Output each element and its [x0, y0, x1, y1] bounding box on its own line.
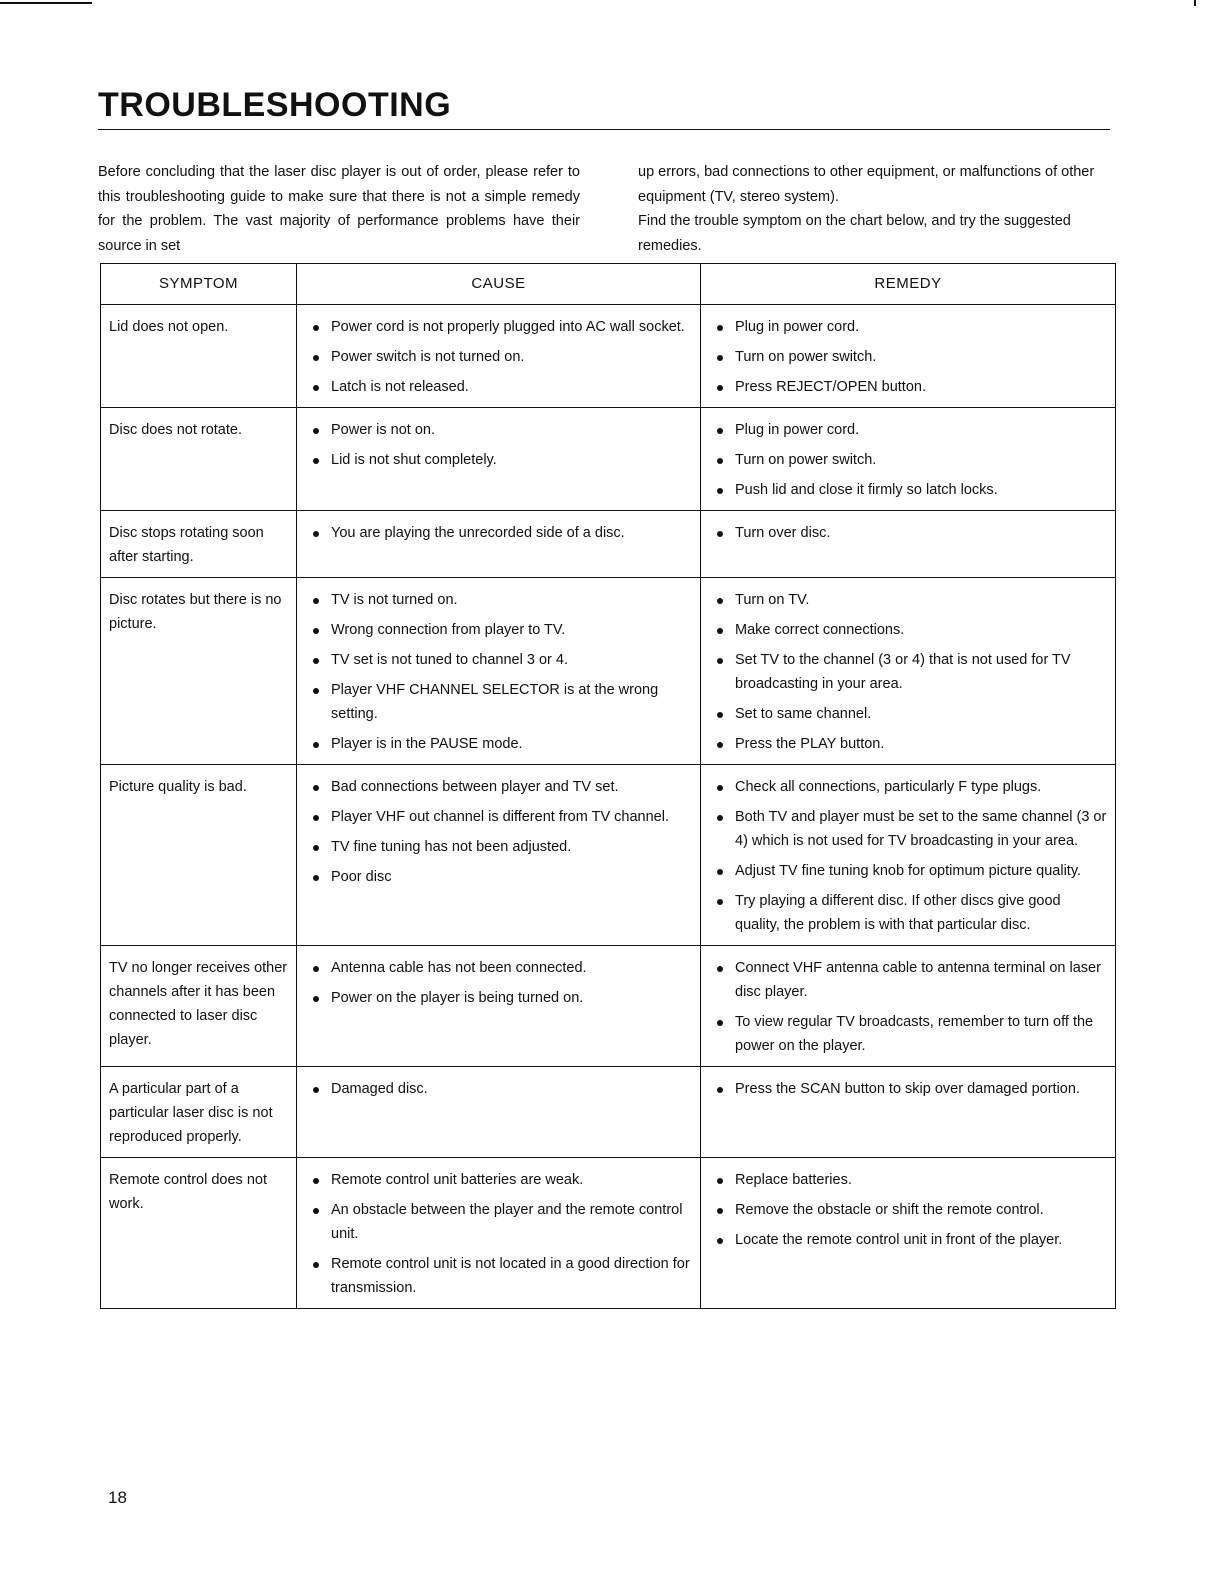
remedy-item: Press REJECT/OPEN button.: [709, 375, 1107, 399]
cause-item: Player VHF CHANNEL SELECTOR is at the wrong setting.: [305, 678, 692, 726]
remedy-item: Check all connections, particularly F type plugs.: [709, 775, 1107, 799]
cause-item: Remote control unit batteries are weak.: [305, 1168, 692, 1192]
remedy-item: Remove the obstacle or shift the remote control.: [709, 1198, 1107, 1222]
cause-item: Wrong connection from player to TV.: [305, 618, 692, 642]
remedy-list: [709, 521, 1107, 545]
remedy-cell: [701, 765, 1116, 946]
cause-item: Player is in the PAUSE mode.: [305, 732, 692, 756]
intro-paragraph-continued: up errors, bad connections to other equipment, or malfunctions of other equipment (TV, stereo system).: [638, 164, 1095, 205]
title-divider: [98, 129, 1110, 130]
intro-right-column: [638, 160, 1110, 258]
remedy-cell: [701, 1158, 1116, 1309]
scan-corner-mark: [1194, 0, 1196, 6]
symptom-cell: Picture quality is bad.: [101, 765, 297, 946]
remedy-cell: [701, 408, 1116, 511]
remedy-item: Turn over disc.: [709, 521, 1107, 545]
cause-cell: [297, 1067, 701, 1158]
cause-item: TV is not turned on.: [305, 588, 692, 612]
symptom-cell: Disc does not rotate.: [101, 408, 297, 511]
remedy-item: Turn on power switch.: [709, 345, 1107, 369]
intro-left-column: [98, 160, 580, 258]
intro-instruction: Find the trouble symptom on the chart below, and try the suggested remedies.: [638, 213, 1071, 254]
header-cause: CAUSE: [297, 264, 701, 305]
cause-cell: [297, 305, 701, 408]
remedy-cell: [701, 1067, 1116, 1158]
cause-item: Bad connections between player and TV set.: [305, 775, 692, 799]
cause-cell: [297, 408, 701, 511]
remedy-item: Plug in power cord.: [709, 315, 1107, 339]
cause-cell: [297, 765, 701, 946]
cause-list: [305, 418, 692, 472]
cause-item: Power is not on.: [305, 418, 692, 442]
remedy-list: [709, 775, 1107, 937]
header-symptom: SYMPTOM: [101, 264, 297, 305]
table-row: [101, 1158, 1116, 1309]
remedy-item: Replace batteries.: [709, 1168, 1107, 1192]
remedy-list: [709, 1077, 1107, 1101]
remedy-item: Make correct connections.: [709, 618, 1107, 642]
cause-cell: [297, 511, 701, 578]
symptom-cell: TV no longer receives other channels after it has been connected to laser disc player.: [101, 946, 297, 1067]
troubleshooting-table: [100, 263, 1116, 1309]
header-remedy: REMEDY: [701, 264, 1116, 305]
cause-cell: [297, 946, 701, 1067]
cause-list: [305, 315, 692, 399]
cause-item: TV fine tuning has not been adjusted.: [305, 835, 692, 859]
cause-list: [305, 956, 692, 1010]
cause-item: Damaged disc.: [305, 1077, 692, 1101]
cause-item: Player VHF out channel is different from TV channel.: [305, 805, 692, 829]
remedy-item: Set TV to the channel (3 or 4) that is not used for TV broadcasting in your area.: [709, 648, 1107, 696]
remedy-item: Plug in power cord.: [709, 418, 1107, 442]
table-row: [101, 305, 1116, 408]
symptom-cell: A particular part of a particular laser disc is not reproduced properly.: [101, 1067, 297, 1158]
remedy-cell: [701, 305, 1116, 408]
symptom-cell: Lid does not open.: [101, 305, 297, 408]
cause-item: Lid is not shut completely.: [305, 448, 692, 472]
symptom-cell: Remote control does not work.: [101, 1158, 297, 1309]
cause-item: Power switch is not turned on.: [305, 345, 692, 369]
table-row: [101, 408, 1116, 511]
remedy-item: Adjust TV fine tuning knob for optimum picture quality.: [709, 859, 1107, 883]
remedy-item: Both TV and player must be set to the same channel (3 or 4) which is not used for TV broadcasting in your area.: [709, 805, 1107, 853]
remedy-item: Push lid and close it firmly so latch locks.: [709, 478, 1107, 502]
cause-item: An obstacle between the player and the remote control unit.: [305, 1198, 692, 1246]
page-title: TROUBLESHOOTING: [98, 86, 452, 124]
cause-cell: [297, 1158, 701, 1309]
cause-item: Antenna cable has not been connected.: [305, 956, 692, 980]
table-header-row: [101, 264, 1116, 305]
cause-item: Remote control unit is not located in a good direction for transmission.: [305, 1252, 692, 1300]
cause-item: Poor disc: [305, 865, 692, 889]
remedy-list: [709, 1168, 1107, 1252]
remedy-item: Press the SCAN button to skip over damaged portion.: [709, 1077, 1107, 1101]
cause-list: [305, 588, 692, 756]
cause-list: [305, 521, 692, 545]
table-row: [101, 578, 1116, 765]
cause-list: [305, 775, 692, 889]
cause-item: TV set is not tuned to channel 3 or 4.: [305, 648, 692, 672]
remedy-item: Turn on TV.: [709, 588, 1107, 612]
remedy-cell: [701, 578, 1116, 765]
remedy-item: Locate the remote control unit in front of the player.: [709, 1228, 1107, 1252]
symptom-cell: Disc stops rotating soon after starting.: [101, 511, 297, 578]
remedy-item: Press the PLAY button.: [709, 732, 1107, 756]
remedy-list: [709, 418, 1107, 502]
remedy-list: [709, 315, 1107, 399]
cause-item: Power on the player is being turned on.: [305, 986, 692, 1010]
table-row: [101, 511, 1116, 578]
table-row: [101, 1067, 1116, 1158]
cause-item: Latch is not released.: [305, 375, 692, 399]
remedy-cell: [701, 946, 1116, 1067]
table-body: [101, 305, 1116, 1309]
remedy-item: Try playing a different disc. If other discs give good quality, the problem is with that particular disc.: [709, 889, 1107, 937]
cause-item: You are playing the unrecorded side of a disc.: [305, 521, 692, 545]
remedy-cell: [701, 511, 1116, 578]
cause-item: Power cord is not properly plugged into AC wall socket.: [305, 315, 692, 339]
symptom-cell: Disc rotates but there is no picture.: [101, 578, 297, 765]
table-row: [101, 946, 1116, 1067]
remedy-item: Set to same channel.: [709, 702, 1107, 726]
table-row: [101, 765, 1116, 946]
remedy-item: To view regular TV broadcasts, remember to turn off the power on the player.: [709, 1010, 1107, 1058]
remedy-list: [709, 588, 1107, 756]
remedy-list: [709, 956, 1107, 1058]
remedy-item: Turn on power switch.: [709, 448, 1107, 472]
page-number: 18: [108, 1488, 127, 1507]
cause-list: [305, 1168, 692, 1300]
intro-paragraph: Before concluding that the laser disc player is out of order, please refer to this troubleshooting guide to make sure that there is not a simple remedy for the problem. The vast majority of performance problems have their source in set: [98, 164, 580, 254]
cause-list: [305, 1077, 692, 1101]
scan-margin-rule: [0, 2, 92, 4]
cause-cell: [297, 578, 701, 765]
remedy-item: Connect VHF antenna cable to antenna terminal on laser disc player.: [709, 956, 1107, 1004]
